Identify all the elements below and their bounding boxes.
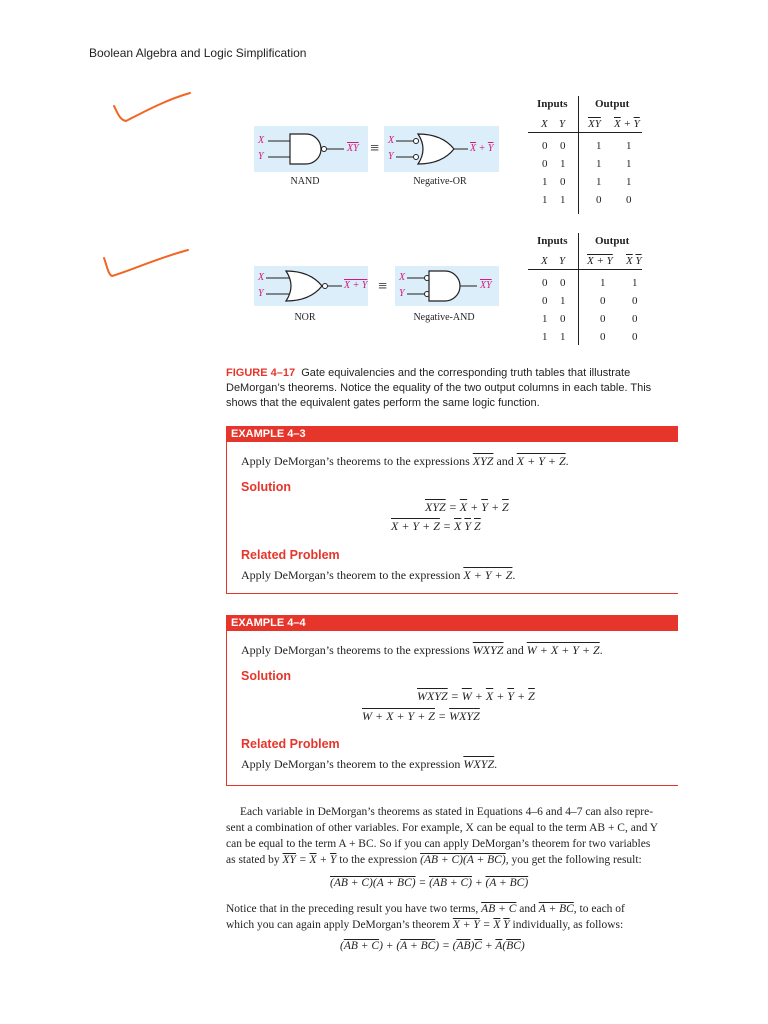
truth-table-cell: 1	[542, 331, 548, 343]
input-y-label: Y	[388, 151, 394, 162]
truth-table-cell: 1	[626, 176, 632, 188]
body-paragraph-2: Notice that in the preceding result you have two terms, AB + C and A + BC, to each of which you can again apply DeMorgan’s theorem $X + Y = \overline{X}$ $\overline{Y}$ individually, as follows:	[226, 903, 625, 931]
example-problem: Apply DeMorgan’s theorems to the expressions $\overline{XYZ}$ and X + Y + Z.	[241, 454, 569, 468]
col-x: X	[541, 118, 548, 130]
truth-table-cell: 0	[542, 295, 548, 307]
related-problem-text: Apply DeMorgan’s theorem to the expression WXYZ.	[241, 757, 498, 771]
nor-gate-panel	[254, 266, 368, 306]
truth-table-cell: 0	[560, 140, 566, 152]
related-problem-heading: Related Problem	[241, 737, 340, 751]
truth-table-nor	[528, 233, 658, 348]
output-header: Output	[595, 235, 630, 247]
solution-line-1: $\overline{XYZ} = \overline{X} + \overline{Y} + \overline{Z}$	[425, 500, 509, 514]
input-x-label: X	[258, 272, 265, 283]
equation-2: $(AB + C) + (A + BC) = (\overline{AB})\overline{C} + \overline{A}(\overline{BC})$	[340, 940, 525, 952]
figure-label: FIGURE 4–17	[226, 367, 296, 379]
related-problem-text: Apply DeMorgan’s theorem to the expression X + Y + Z.	[241, 568, 516, 582]
input-y-label: Y	[258, 151, 264, 162]
col-x: X	[541, 255, 548, 267]
solution-line-2: $W + X + Y + Z = \overline{W}\overline{X}\overline{Y}\overline{Z}$	[362, 709, 480, 723]
negative-and-output-label: $\overline{X}\overline{Y}$	[480, 280, 492, 291]
solution-heading: Solution	[241, 480, 291, 494]
inputs-header: Inputs	[537, 98, 568, 110]
truth-table-cell: 1	[596, 140, 602, 152]
truth-table-cell: 1	[542, 313, 548, 325]
truth-table-cell: 0	[600, 331, 606, 343]
input-y-label: Y	[399, 288, 405, 299]
output-header: Output	[595, 98, 630, 110]
truth-table-cell: 0	[560, 277, 566, 289]
example-4-4-title: EXAMPLE 4–4	[226, 615, 678, 631]
input-y-label: Y	[258, 288, 264, 299]
figure-caption	[226, 366, 676, 411]
example-4-3-title: EXAMPLE 4–3	[226, 426, 678, 442]
truth-table-cell: 0	[632, 331, 638, 343]
equivalence-symbol: ≡	[378, 278, 388, 295]
truth-table-cell: 1	[600, 277, 606, 289]
equation-1: (AB + C)(A + BC) = (AB + C) + (A + BC)	[330, 877, 529, 889]
checkmark-icon	[110, 88, 194, 128]
checkmark-icon	[98, 244, 194, 284]
truth-table-cell: 1	[560, 194, 566, 206]
running-header: Boolean Algebra and Logic Simplification	[89, 46, 307, 60]
truth-table-cell: 0	[560, 176, 566, 188]
col-out2: $\overline{X}$ $\overline{Y}$	[626, 255, 642, 267]
truth-table-cell: 0	[542, 158, 548, 170]
inputs-header: Inputs	[537, 235, 568, 247]
input-x-label: X	[388, 135, 395, 146]
example-problem: Apply DeMorgan’s theorems to the expressions WXYZ and W + X + Y + Z.	[241, 643, 603, 657]
truth-table-nand	[528, 96, 658, 216]
truth-table-cell: 1	[596, 176, 602, 188]
truth-table-cell: 0	[600, 295, 606, 307]
negative-and-gate-panel	[395, 266, 499, 306]
truth-table-cell: 0	[632, 313, 638, 325]
truth-table-cell: 0	[542, 140, 548, 152]
solution-heading: Solution	[241, 669, 291, 683]
example-4-3-box	[226, 442, 678, 594]
truth-table-cell: 1	[542, 176, 548, 188]
nand-label: NAND	[290, 176, 320, 187]
negative-and-label: Negative-AND	[413, 312, 475, 323]
truth-table-cell: 1	[632, 277, 638, 289]
truth-table-cell: 1	[560, 158, 566, 170]
truth-table-cell: 1	[560, 331, 566, 343]
input-x-label: X	[258, 135, 265, 146]
truth-table-cell: 1	[626, 158, 632, 170]
col-out1: X + Y	[587, 255, 613, 267]
truth-table-cell: 0	[632, 295, 638, 307]
truth-table-cell: 0	[542, 277, 548, 289]
input-x-label: X	[399, 272, 406, 283]
solution-line-2: $X + Y + Z = \overline{X}$ $\overline{Y}$ $\overline{Z}$	[391, 519, 481, 533]
col-out2: $\overline{X} + \overline{Y}$	[614, 118, 640, 130]
nand-gate-panel	[254, 126, 368, 172]
truth-table-cell: 0	[600, 313, 606, 325]
nand-output-label: $\overline{XY}$	[347, 143, 359, 154]
negative-or-output-label: $\overline{X} + \overline{Y}$	[470, 143, 494, 154]
truth-table-cell: 1	[626, 140, 632, 152]
equivalence-symbol: ≡	[370, 140, 380, 157]
caption-text: Gate equivalencies and the corresponding truth tables that illustrate DeMorgan’s theorems. Notice the equality of the two output columns in each table. This shows that the equivalent gates perform the same logic function.	[226, 367, 652, 409]
col-out1: $\overline{XY}$	[588, 118, 601, 130]
truth-table-cell: 0	[560, 313, 566, 325]
negative-or-label: Negative-OR	[413, 176, 467, 187]
truth-table-cell: 1	[560, 295, 566, 307]
truth-table-cell: 0	[626, 194, 632, 206]
truth-table-cell: 1	[542, 194, 548, 206]
solution-line-1: WXYZ = $\overline{W} + \overline{X} + \overline{Y} + \overline{Z}$	[417, 689, 535, 703]
col-y: Y	[559, 118, 566, 130]
col-y: Y	[559, 255, 566, 267]
related-problem-heading: Related Problem	[241, 548, 340, 562]
body-paragraph-1: Each variable in DeMorgan’s theorems as stated in Equations 4–6 and 4–7 can also repre- sent a combination of other variables. For example, X can be equal to the term AB + C, and Y can be equal to the term A + BC. So if you can apply DeMorgan’s theorem for two variables as stated by $\overline{XY} = \overline{X} + \overline{Y}$ to the expression (AB + C)(A + BC), you get the following result:	[226, 806, 659, 866]
example-4-4-box	[226, 631, 678, 786]
truth-table-cell: 1	[596, 158, 602, 170]
nor-output-label: X + Y	[344, 280, 368, 291]
nor-label: NOR	[294, 312, 316, 323]
truth-table-cell: 0	[596, 194, 602, 206]
negative-or-gate-panel	[384, 126, 499, 172]
